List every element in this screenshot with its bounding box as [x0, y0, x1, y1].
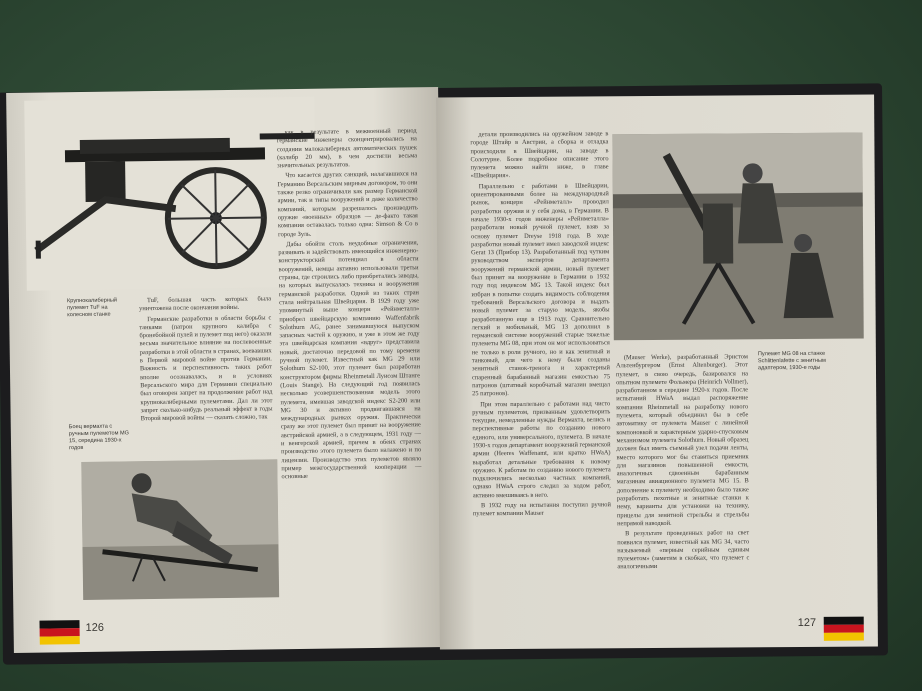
caption-heavy-gun: Крупнокалиберный пулемет TuF на колесном станке — [66, 297, 118, 319]
heavy-machine-gun-photo — [24, 97, 317, 291]
right-page — [436, 94, 878, 649]
german-flag-icon — [824, 617, 864, 641]
caption-aa-gun: Пулемет MG 08 на станке Schlittenlafette с зенитным адаптером, 1930-е годы — [757, 350, 826, 372]
german-flag-icon — [39, 620, 79, 645]
paragraph: Что касается других санкций, налагавшихся на Германию Версальским мирным договором, то они также резко ограничивали как размер Германской армии, так и типы вооружений и даже количество компаний, которым разрешалось производить оружие «военных» образцов — де-факто такая компания оставалась только одна: Simson & Co в городе Зуль. — [277, 170, 419, 238]
paragraph: Параллельно с работами в Швейцарии, ориентированными более на международный рынок, концерн «Рейнметалл» проводил разработки оружия и у себя дома, в Германии. В начале 1930-х годов инженеры «Рейнметалла» разработали новый ручной пулемет, взяв за основу пулемет Dreyse 1918 года. В ходе разработки новый пулемет имел заводской индекс Gerat 13 (Прибор 13). Разработанный под чутким руководством экспертов департамента вооружений германской армии, новый пулемет был принят на вооружение в Германии в 1932 году под индексом MG 13. Такой индекс был избран в попытке создать видимость соблюдения требований Версальского договора и выдать новый пулемет за старую модель, якобы разработанную еще в 1913 году. Сравнительно легкий и мобильный, MG 13 дополнил в германской системе вооружений старые тяжелые пулеметы MG 08, при этом он мог использоваться не только в роли ручного, но и как зенитный и танковый, для чего к нему были созданы зенитный станок-тренога и характерный спаренный барабанный магазин емкостью 75 патронов (штатный коробчатый магазин вмещал 25 патронов). — [470, 182, 611, 398]
left-text-column-2 — [277, 127, 424, 639]
paragraph: (Mauser Werke), разработанный Эрнстом Альтенбургером (Ernst Altenburger). Этот пулемет, в свою очередь, базировался на опытном пулемете Фольмера (Heinrich Vollmer), разработанном в середине 1920-х годов. После испытаний HWaA выдал распоряжение компании Rheinmetall на разработку нового пулемета, который объединил бы в себе автоматику от пулемета Mauser с линейной компоновкой и характерным ударно-спусковым механизмом пулемета Solothurn. Новый образец должен был иметь съемный узел подачи ленты, вместо которого мог бы ставиться приемник для магазинов повышенной емкости, аналогичных сдвоенным барабанным магазинам авиационного пулемета MG 15. В дополнение к пулемету необходимо было также разработать пехотные и зенитные станки к нему, варианты для установки на технику, прицелы для зенитной стрельбы и стрельбы непрямой наводкой. — [615, 353, 750, 528]
left-text-column-1 — [139, 295, 273, 467]
right-text-column-1 — [470, 130, 611, 631]
right-text-column-2 — [616, 353, 750, 644]
paragraph: В результате проведенных работ на свет появился пулемет, известный как MG 34, часто называемый «первым серийным единым пулеметом» (заметим в скобках, что пулемет с аналогичными — [617, 529, 750, 571]
caption-soldier: Боец вермахта с ручным пулеметом MG 15, середина 1930-х годов — [68, 423, 130, 452]
page-number-left: 126 — [85, 621, 105, 634]
left-page — [6, 87, 446, 653]
paragraph: Дабы обойти столь неудобные ограничения, развивать и задействовать имеющийся инженерно-конструкторский потенциал в области вооружений, немцы активно использовали третьи страны, где строились либо приобретались заводы, на которых выпускалась техника и вооружения германской разработки. Одной из таких стран стала нейтральная Швейцария. В 1929 году уже упомянутый выше концерн «Рейнметалл» приобрел швейцарскую компанию Waffenfabrik Solothurn AG, ранее занимавшуюся выпуском запасных частей к оружию, и уже в этом же году эта швейцарская компания «вдруг» представила новый, достаточно передовой по тому времени ручной пулемет. Известный как MG 29 или Solothurn S2-100, этот пулемет был разработан конструктором фирмы Rheinmetall Луисом Штанге (Louis Stange). На следующий год появилась несколько усовершенствованная модель этого пулемета, имевшая заводской индекс S2-200 или MG 30 и активно продвигавшаяся на международных рынках оружия. Практически сразу же этот пулемет был принят на вооружение австрийской армией, а в следующем, 1931 году — и венгерской армией, причем в обеих странах производство этого пулемета было налажено и по лицензии. Производство этих пулеметов являло пример межгосударственной кооперации — основные — [278, 239, 422, 481]
paragraph: как в результате в межвоенный период германские инженеры сконцентрировались на создании малокалиберных автоматических пушек (калибр 20 мм), в чем достигли весьма значительных результатов. — [276, 127, 418, 170]
soldier-photo — [81, 459, 279, 600]
paragraph: Германские разработки в области борьбы с танками (патрон крупного калибра с бронебойной пулей и пулемет под него) оказали весьма значительное влияние на послевоенные разработки в этой области в странах, воевавших в Первой мировой войне против Германии. Важность и перспективность таких работ вполне осознавалась, и в условиях Версальского мира для Германии специально был оговорен запрет на продолжение работ над крупнокалиберными пулеметами. Дал ли этот запрет сколько-нибудь реальный эффект в годы Второй мировой войны — сказать сложно, так — [139, 313, 273, 423]
paragraph: детали производились на оружейном заводе в городе Штайр в Австрии, а сборка и отладка происходили в Швейцарии, на заводе в Солотурне. Более подробное описание этого пулемета можно найти ниже, в главе «Швейцария». — [470, 130, 609, 180]
paragraph: В 1932 году на испытания поступил ручной пулемет компании Mauser — [472, 501, 611, 518]
paragraph: TuF, большая часть которых была уничтожена после окончания войны. — [139, 295, 272, 313]
anti-aircraft-gun-photo — [612, 133, 863, 341]
paragraph: При этом параллельно с работами над чисто ручным пулеметом, призванным удовлетворить текущие, немедленные нужды Вермахта, велись и перспективные работы по созданию нового единого, или универсального, пулемета. В начале 1930-х годов департамент вооружений германской армии (Heeres Waffenamt, или кратко HWaA) выработал детальные требования к новому оружию. К работам по созданию нового пулемета подключились несколько частных компаний, однако HWaA строго следил за ходом работ, активно вмешиваясь в него. — [472, 399, 611, 500]
page-number-right: 127 — [797, 616, 817, 630]
